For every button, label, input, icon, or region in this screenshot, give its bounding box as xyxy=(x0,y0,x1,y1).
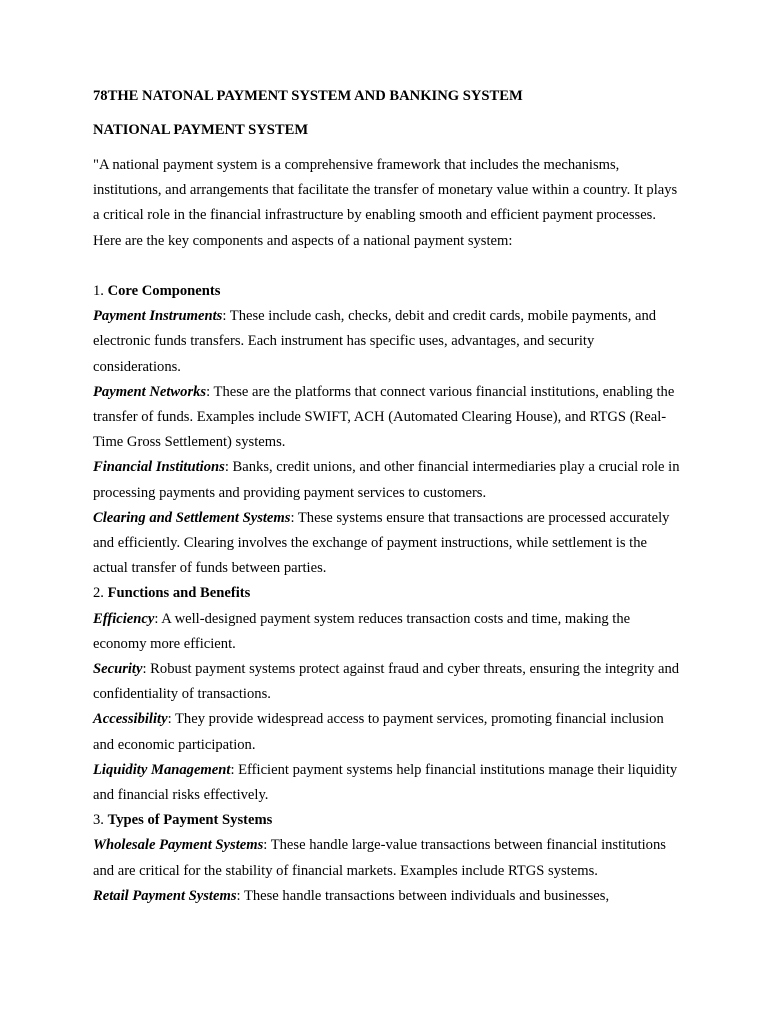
item-text: : These include cash, checks, debit and credit cards, mobile payments, and electronic funds transfers. Each instrument has specific uses, advantages, and security considerations. xyxy=(93,308,657,375)
item-label: Clearing and Settlement Systems xyxy=(93,509,291,526)
item-label: Payment Networks xyxy=(93,383,207,400)
item-text: : Banks, credit unions, and other financial intermediaries play a crucial role in processing payments and providing payment services to customers. xyxy=(93,459,680,501)
item-text: : They provide widespread access to payment services, promoting financial inclusion and economic participation. xyxy=(93,711,664,753)
list-item xyxy=(93,758,683,808)
section-heading-label: Functions and Benefits xyxy=(107,585,251,602)
section-number: 2. xyxy=(93,585,108,602)
item-label: Accessibility xyxy=(93,711,168,728)
list-item xyxy=(93,657,683,707)
item-label: Liquidity Management xyxy=(93,761,231,778)
item-label: Efficiency xyxy=(93,610,155,627)
list-item xyxy=(93,833,683,883)
item-label: Retail Payment Systems xyxy=(93,887,237,904)
document-title: 78THE NATONAL PAYMENT SYSTEM AND BANKING SYSTEM xyxy=(93,88,523,104)
section-heading-functions-benefits xyxy=(93,581,683,606)
item-label: Wholesale Payment Systems xyxy=(93,837,264,854)
list-item xyxy=(93,455,683,505)
list-item xyxy=(93,884,683,909)
section-heading-core-components xyxy=(93,279,683,304)
item-text: : These systems ensure that transactions are processed accurately and efficiently. Clearing involves the exchange of payment instructions, while settlement is the actual transfer of funds between parties. xyxy=(93,509,670,577)
section-number: 3. xyxy=(93,812,108,829)
section-number: 1. xyxy=(93,283,108,299)
list-item xyxy=(93,506,683,582)
list-item xyxy=(93,304,683,380)
section-heading-types-payment-systems xyxy=(93,808,683,833)
list-item xyxy=(93,707,683,757)
item-text: : These handle large-value transactions between financial institutions and are critical for the stability of financial markets. Examples include RTGS systems. xyxy=(93,837,666,879)
section-heading-label: Core Components xyxy=(107,283,221,299)
item-label: Payment Instruments xyxy=(93,308,223,325)
list-item xyxy=(93,380,683,456)
item-text: : Robust payment systems protect against fraud and cyber threats, ensuring the integrity and confidentiality of transactions. xyxy=(93,661,680,703)
item-label: Security xyxy=(93,661,143,678)
item-text: : Efficient payment systems help financial institutions manage their liquidity and financial risks effectively. xyxy=(93,761,678,804)
section-title: NATIONAL PAYMENT SYSTEM xyxy=(93,122,309,138)
document-body xyxy=(93,153,683,909)
section-heading-label: Types of Payment Systems xyxy=(107,812,273,829)
item-text: : A well-designed payment system reduces transaction costs and time, making the economy more efficient. xyxy=(93,610,631,652)
item-text: : These are the platforms that connect various financial institutions, enabling the transfer of funds. Examples include SWIFT, ACH (Automated Clearing House), and RTGS (Real-Time Gross Settlement) systems. xyxy=(93,383,675,451)
item-label: Financial Institutions xyxy=(93,459,225,476)
item-text: : These handle transactions between individuals and businesses, xyxy=(236,887,610,904)
intro-paragraph: "A national payment system is a comprehensive framework that includes the mechanisms, institutions, and arrangements that facilitate the transfer of monetary value within a country. It plays a critical role in the financial infrastructure by enabling smooth and efficient payment processes. Here are the key components and aspects of a national payment system: xyxy=(93,157,678,249)
list-item xyxy=(93,607,683,657)
